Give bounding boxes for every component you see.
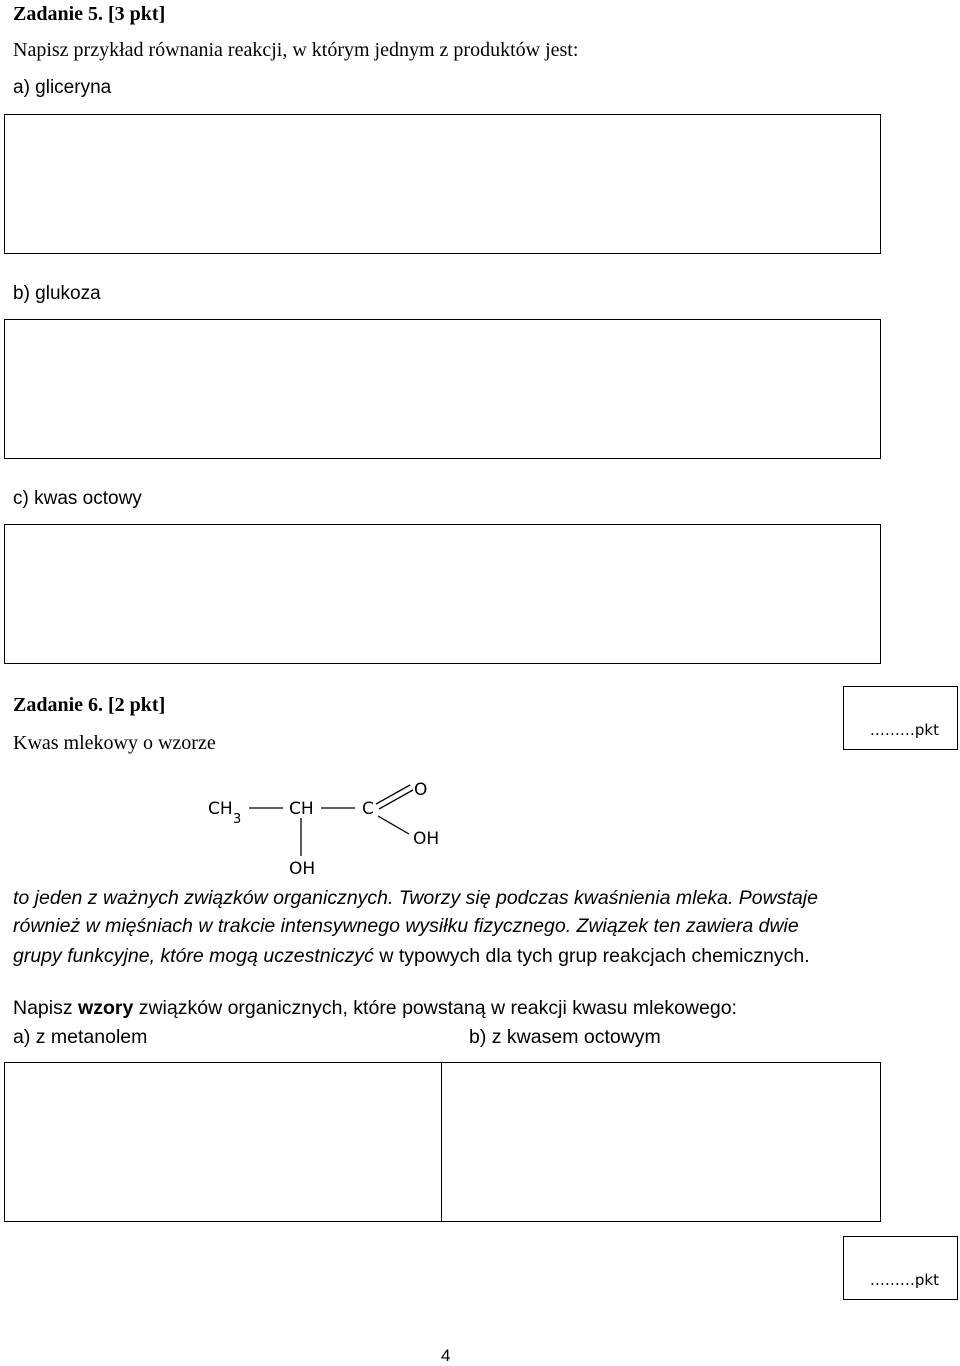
- score-box-bottom-label: ………pkt: [869, 1271, 939, 1289]
- answer-box-b[interactable]: [4, 319, 881, 459]
- task5-instruction: Napisz przykład równania reakcji, w którym jednym z produktów jest:: [13, 39, 579, 61]
- task6-desc-line3-italic: grupy funkcyjne, które mogą uczestniczyć: [13, 945, 374, 967]
- task6-part-a: a) z metanolem: [13, 1026, 148, 1048]
- formula-c: C: [362, 799, 374, 819]
- task6-desc-line1: to jeden z ważnych związków organicznych. Tworzy się podczas kwaśnienia mleka. Powstaje: [13, 887, 818, 909]
- formula-oh-bottom: OH: [289, 859, 316, 879]
- task5-title: Zadanie 5. [3 pkt]: [13, 3, 166, 25]
- formula-ch3-subscript: 3: [233, 812, 242, 827]
- score-box-label: ………pkt: [869, 721, 939, 739]
- task6-desc-line3-rest: w typowych dla tych grup reakcjach chemicznych.: [373, 945, 810, 967]
- task6-desc-line3: [13, 944, 810, 968]
- answer-box-c[interactable]: [4, 524, 881, 664]
- formula-ch3: CH: [208, 799, 233, 819]
- score-box[interactable]: [843, 686, 958, 750]
- task6-intro: Kwas mlekowy o wzorze: [13, 732, 216, 754]
- task6-desc-line2: również w mięśniach w trakcie intensywnego wysiłku fizycznego. Związek ten zawiera dwie: [13, 915, 799, 937]
- task6-part-b: b) z kwasem octowym: [469, 1026, 661, 1048]
- task5-item-a: a) gliceryna: [13, 77, 112, 98]
- page-number: 4: [441, 1346, 451, 1365]
- lactic-acid-formula: [200, 770, 460, 880]
- answer-box-a[interactable]: [4, 114, 881, 254]
- task6-title: Zadanie 6. [2 pkt]: [13, 694, 166, 716]
- task5-item-b: b) glukoza: [13, 283, 101, 304]
- answer-box-6b[interactable]: [441, 1062, 881, 1222]
- formula-o: O: [414, 780, 428, 800]
- formula-ch: CH: [289, 799, 314, 819]
- task6-question-pre: Napisz: [13, 997, 79, 1019]
- answer-box-6a[interactable]: [4, 1062, 443, 1222]
- score-box-bottom[interactable]: [843, 1236, 958, 1300]
- task6-question-bold: wzory: [78, 997, 134, 1019]
- task6-question: [13, 996, 737, 1020]
- formula-oh-right: OH: [413, 829, 440, 849]
- task5-item-c: c) kwas octowy: [13, 488, 142, 509]
- bond-c-oh: [378, 816, 409, 834]
- task6-question-post: związków organicznych, które powstaną w reakcji kwasu mlekowego:: [133, 997, 737, 1019]
